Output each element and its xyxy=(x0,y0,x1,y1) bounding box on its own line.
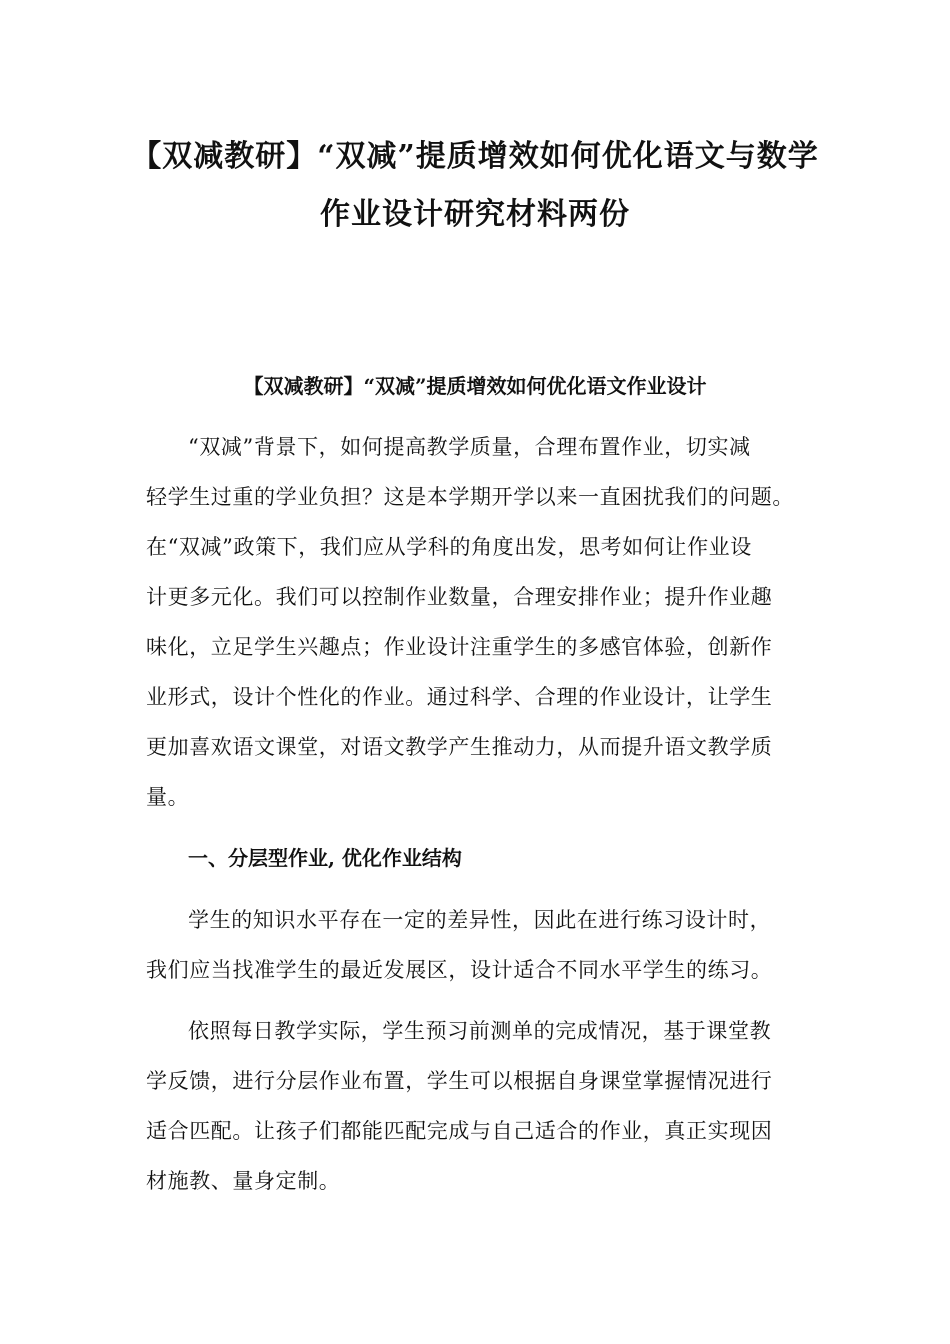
paragraph-line: 计更多元化。我们可以控制作业数量，合理安排作业；提升作业趣 xyxy=(146,585,773,609)
paragraph-line: 更加喜欢语文课堂，对语文教学产生推动力，从而提升语文教学质 xyxy=(146,735,773,759)
paragraph-line: 依照每日教学实际，学生预习前测单的完成情况，基于课堂教 xyxy=(188,1019,772,1043)
paragraph-line: 我们应当找准学生的最近发展区，设计适合不同水平学生的练习。 xyxy=(146,958,773,982)
document-title-line: 【双减教研】“双减”提质增效如何优化语文与数学 xyxy=(131,139,819,174)
paragraph-line: 在“双减”政策下，我们应从学科的角度出发，思考如何让作业设 xyxy=(146,535,752,559)
heading-layered-homework: 一、分层型作业, 优化作业结构 xyxy=(188,846,462,870)
paragraph-differences xyxy=(146,895,826,995)
paragraph-intro xyxy=(146,422,826,822)
paragraph-line: 业形式，设计个性化的作业。通过科学、合理的作业设计，让学生 xyxy=(146,685,773,709)
paragraph-line: 量。 xyxy=(146,785,190,809)
section-title: 【双减教研】“双减”提质增效如何优化语文作业设计 xyxy=(243,374,707,398)
document-title-line: 作业设计研究材料两份 xyxy=(320,197,630,232)
paragraph-line: 味化，立足学生兴趣点；作业设计注重学生的多感官体验，创新作 xyxy=(146,635,773,659)
paragraph-line: “双减”背景下，如何提高教学质量，合理布置作业，切实减 xyxy=(188,435,751,459)
paragraph-layered-assignment xyxy=(146,1006,826,1206)
paragraph-line: 适合匹配。让孩子们都能匹配完成与自己适合的作业，真正实现因 xyxy=(146,1119,773,1143)
paragraph-line: 材施教、量身定制。 xyxy=(146,1169,341,1193)
document-title xyxy=(120,128,830,244)
paragraph-line: 学生的知识水平存在一定的差异性，因此在进行练习设计时， xyxy=(188,908,772,932)
paragraph-line: 轻学生过重的学业负担？这是本学期开学以来一直困扰我们的问题。 xyxy=(146,485,794,509)
paragraph-line: 学反馈，进行分层作业布置，学生可以根据自身课堂掌握情况进行 xyxy=(146,1069,773,1093)
